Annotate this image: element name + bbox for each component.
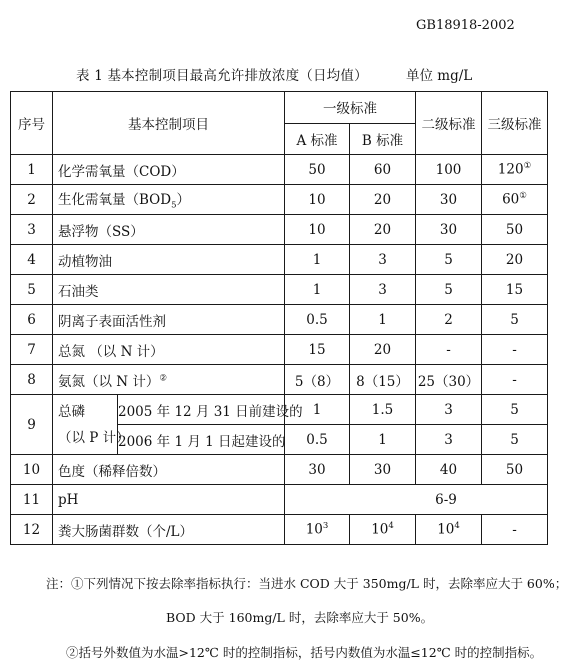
value-grade3: 50 xyxy=(482,455,548,485)
value-b: 30 xyxy=(350,455,416,485)
value-a: 5（8） xyxy=(285,365,350,395)
item-name: 色度（稀释倍数） xyxy=(53,455,285,485)
table-row xyxy=(11,335,548,365)
value-b: 60 xyxy=(350,155,416,185)
value-grade3: - xyxy=(482,515,548,545)
item-name: 动植物油 xyxy=(53,245,285,275)
value-b: 1 xyxy=(350,425,416,455)
value-b: 8（15） xyxy=(350,365,416,395)
value-b: 1.5 xyxy=(350,395,416,425)
table-row xyxy=(11,485,548,515)
value-grade3-number: 60 xyxy=(502,191,520,208)
row-number: 8 xyxy=(11,365,53,395)
item-name-line1: 总磷 xyxy=(58,403,85,420)
value-exponent: 3 xyxy=(322,521,329,532)
row-number: 1 xyxy=(11,155,53,185)
row-number: 11 xyxy=(11,485,53,515)
value-grade3: - xyxy=(482,365,548,395)
value-grade2: 3 xyxy=(416,395,482,425)
header-grade2: 二级标准 xyxy=(416,92,482,155)
sub-item-label: 2005 年 12 月 31 日前建设的 xyxy=(118,395,285,425)
value-grade3: 50 xyxy=(482,215,548,245)
ph-value: 6-9 xyxy=(285,485,548,515)
value-grade2: 30 xyxy=(416,215,482,245)
value-a: 1 xyxy=(285,245,350,275)
item-name: 悬浮物（SS） xyxy=(53,215,285,245)
item-name-text: 氨氮（以 N 计） xyxy=(58,373,160,390)
header-item: 基本控制项目 xyxy=(53,92,285,155)
item-name: 总氮 （以 N 计） xyxy=(53,335,285,365)
value-base: 10 xyxy=(371,521,389,538)
value-a: 10 xyxy=(285,215,350,245)
row-number: 4 xyxy=(11,245,53,275)
value-grade3: - xyxy=(482,335,548,365)
value-grade3-number: 120 xyxy=(497,161,524,178)
value-b: 3 xyxy=(350,245,416,275)
value-grade2: 40 xyxy=(416,455,482,485)
item-name xyxy=(53,185,285,215)
value-grade3: 20 xyxy=(482,245,548,275)
table-caption: 表 1 基本控制项目最高允许排放浓度（日均值） xyxy=(76,68,368,84)
row-number: 2 xyxy=(11,185,53,215)
value-a: 0.5 xyxy=(285,425,350,455)
value-a: 10 xyxy=(285,185,350,215)
table-row xyxy=(11,305,548,335)
value-base: 10 xyxy=(437,521,455,538)
table-row xyxy=(11,275,548,305)
table-row xyxy=(11,365,548,395)
value-grade3: 15 xyxy=(482,275,548,305)
value-grade2: 3 xyxy=(416,425,482,455)
value-grade3 xyxy=(482,185,548,215)
header-grade1-b: B 标准 xyxy=(350,123,416,155)
header-row xyxy=(11,92,548,124)
footnote-marker: ① xyxy=(523,161,532,172)
item-name-subscript: 5 xyxy=(171,200,177,211)
header-grade1-a: A 标准 xyxy=(285,123,350,155)
note-line-3: ②括号外数值为水温>12℃ 时的控制指标，括号内数值为水温≤12℃ 时的控制指标。 xyxy=(66,645,543,660)
value-base: 10 xyxy=(305,521,323,538)
table-row xyxy=(11,215,548,245)
value-grade2: 5 xyxy=(416,245,482,275)
value-a: 1 xyxy=(285,275,350,305)
value-a: 30 xyxy=(285,455,350,485)
row-number: 7 xyxy=(11,335,53,365)
value-a: 0.5 xyxy=(285,305,350,335)
table-row xyxy=(11,455,548,485)
header-grade1: 一级标准 xyxy=(285,92,416,124)
item-name-text: 生化需氧量（BOD xyxy=(58,192,172,209)
row-number: 9 xyxy=(11,395,53,455)
value-exponent: 4 xyxy=(454,521,460,532)
item-name: 粪大肠菌群数（个/L） xyxy=(53,515,285,545)
note-line-1: 注：①下列情况下按去除率指标执行：当进水 COD 大于 350mg/L 时，去除率应大于 60%； xyxy=(46,576,567,591)
footnote-marker: ② xyxy=(159,373,168,383)
value-grade2: 100 xyxy=(416,155,482,185)
row-number: 3 xyxy=(11,215,53,245)
value-b: 20 xyxy=(350,335,416,365)
value-grade3: 5 xyxy=(482,425,548,455)
value-grade3: 5 xyxy=(482,395,548,425)
note-line-2: BOD 大于 160mg/L 时，去除率应大于 50%。 xyxy=(166,610,434,625)
standard-code: GB18918-2002 xyxy=(416,18,515,33)
value-grade2: - xyxy=(416,335,482,365)
row-number: 12 xyxy=(11,515,53,545)
value-b: 20 xyxy=(350,215,416,245)
footnote-marker: ① xyxy=(519,191,527,202)
row-number: 10 xyxy=(11,455,53,485)
standards-table xyxy=(10,91,548,545)
table-row xyxy=(11,515,548,545)
value-grade3 xyxy=(482,155,548,185)
item-name xyxy=(53,395,130,455)
value-exponent: 4 xyxy=(388,521,394,532)
header-grade3: 三级标准 xyxy=(482,92,548,155)
value-a: 1 xyxy=(285,395,350,425)
value-grade2: 30 xyxy=(416,185,482,215)
value-grade2: 2 xyxy=(416,305,482,335)
value-b: 20 xyxy=(350,185,416,215)
item-name: 石油类 xyxy=(53,275,285,305)
table-row xyxy=(11,245,548,275)
item-name: 阴离子表面活性剂 xyxy=(53,305,285,335)
item-name-line2: （以 P 计） xyxy=(58,429,130,446)
unit-label: 单位 mg/L xyxy=(406,68,473,84)
value-b xyxy=(350,515,416,545)
value-grade2 xyxy=(416,515,482,545)
row-number: 6 xyxy=(11,305,53,335)
table-row xyxy=(11,155,548,185)
item-name xyxy=(53,365,285,395)
row-number: 5 xyxy=(11,275,53,305)
item-name: pH xyxy=(53,485,285,515)
value-grade2: 25（30） xyxy=(416,365,482,395)
item-name-suffix: ） xyxy=(176,192,190,209)
value-b: 3 xyxy=(350,275,416,305)
table-row-phosphorus-1 xyxy=(11,395,548,425)
value-grade3: 5 xyxy=(482,305,548,335)
header-seq: 序号 xyxy=(11,92,53,155)
table-row xyxy=(11,185,548,215)
value-grade2: 5 xyxy=(416,275,482,305)
value-a: 15 xyxy=(285,335,350,365)
item-name: 化学需氧量（COD） xyxy=(53,155,285,185)
value-a: 50 xyxy=(285,155,350,185)
value-a xyxy=(285,515,350,545)
sub-item-label: 2006 年 1 月 1 日起建设的 xyxy=(118,425,285,455)
value-b: 1 xyxy=(350,305,416,335)
